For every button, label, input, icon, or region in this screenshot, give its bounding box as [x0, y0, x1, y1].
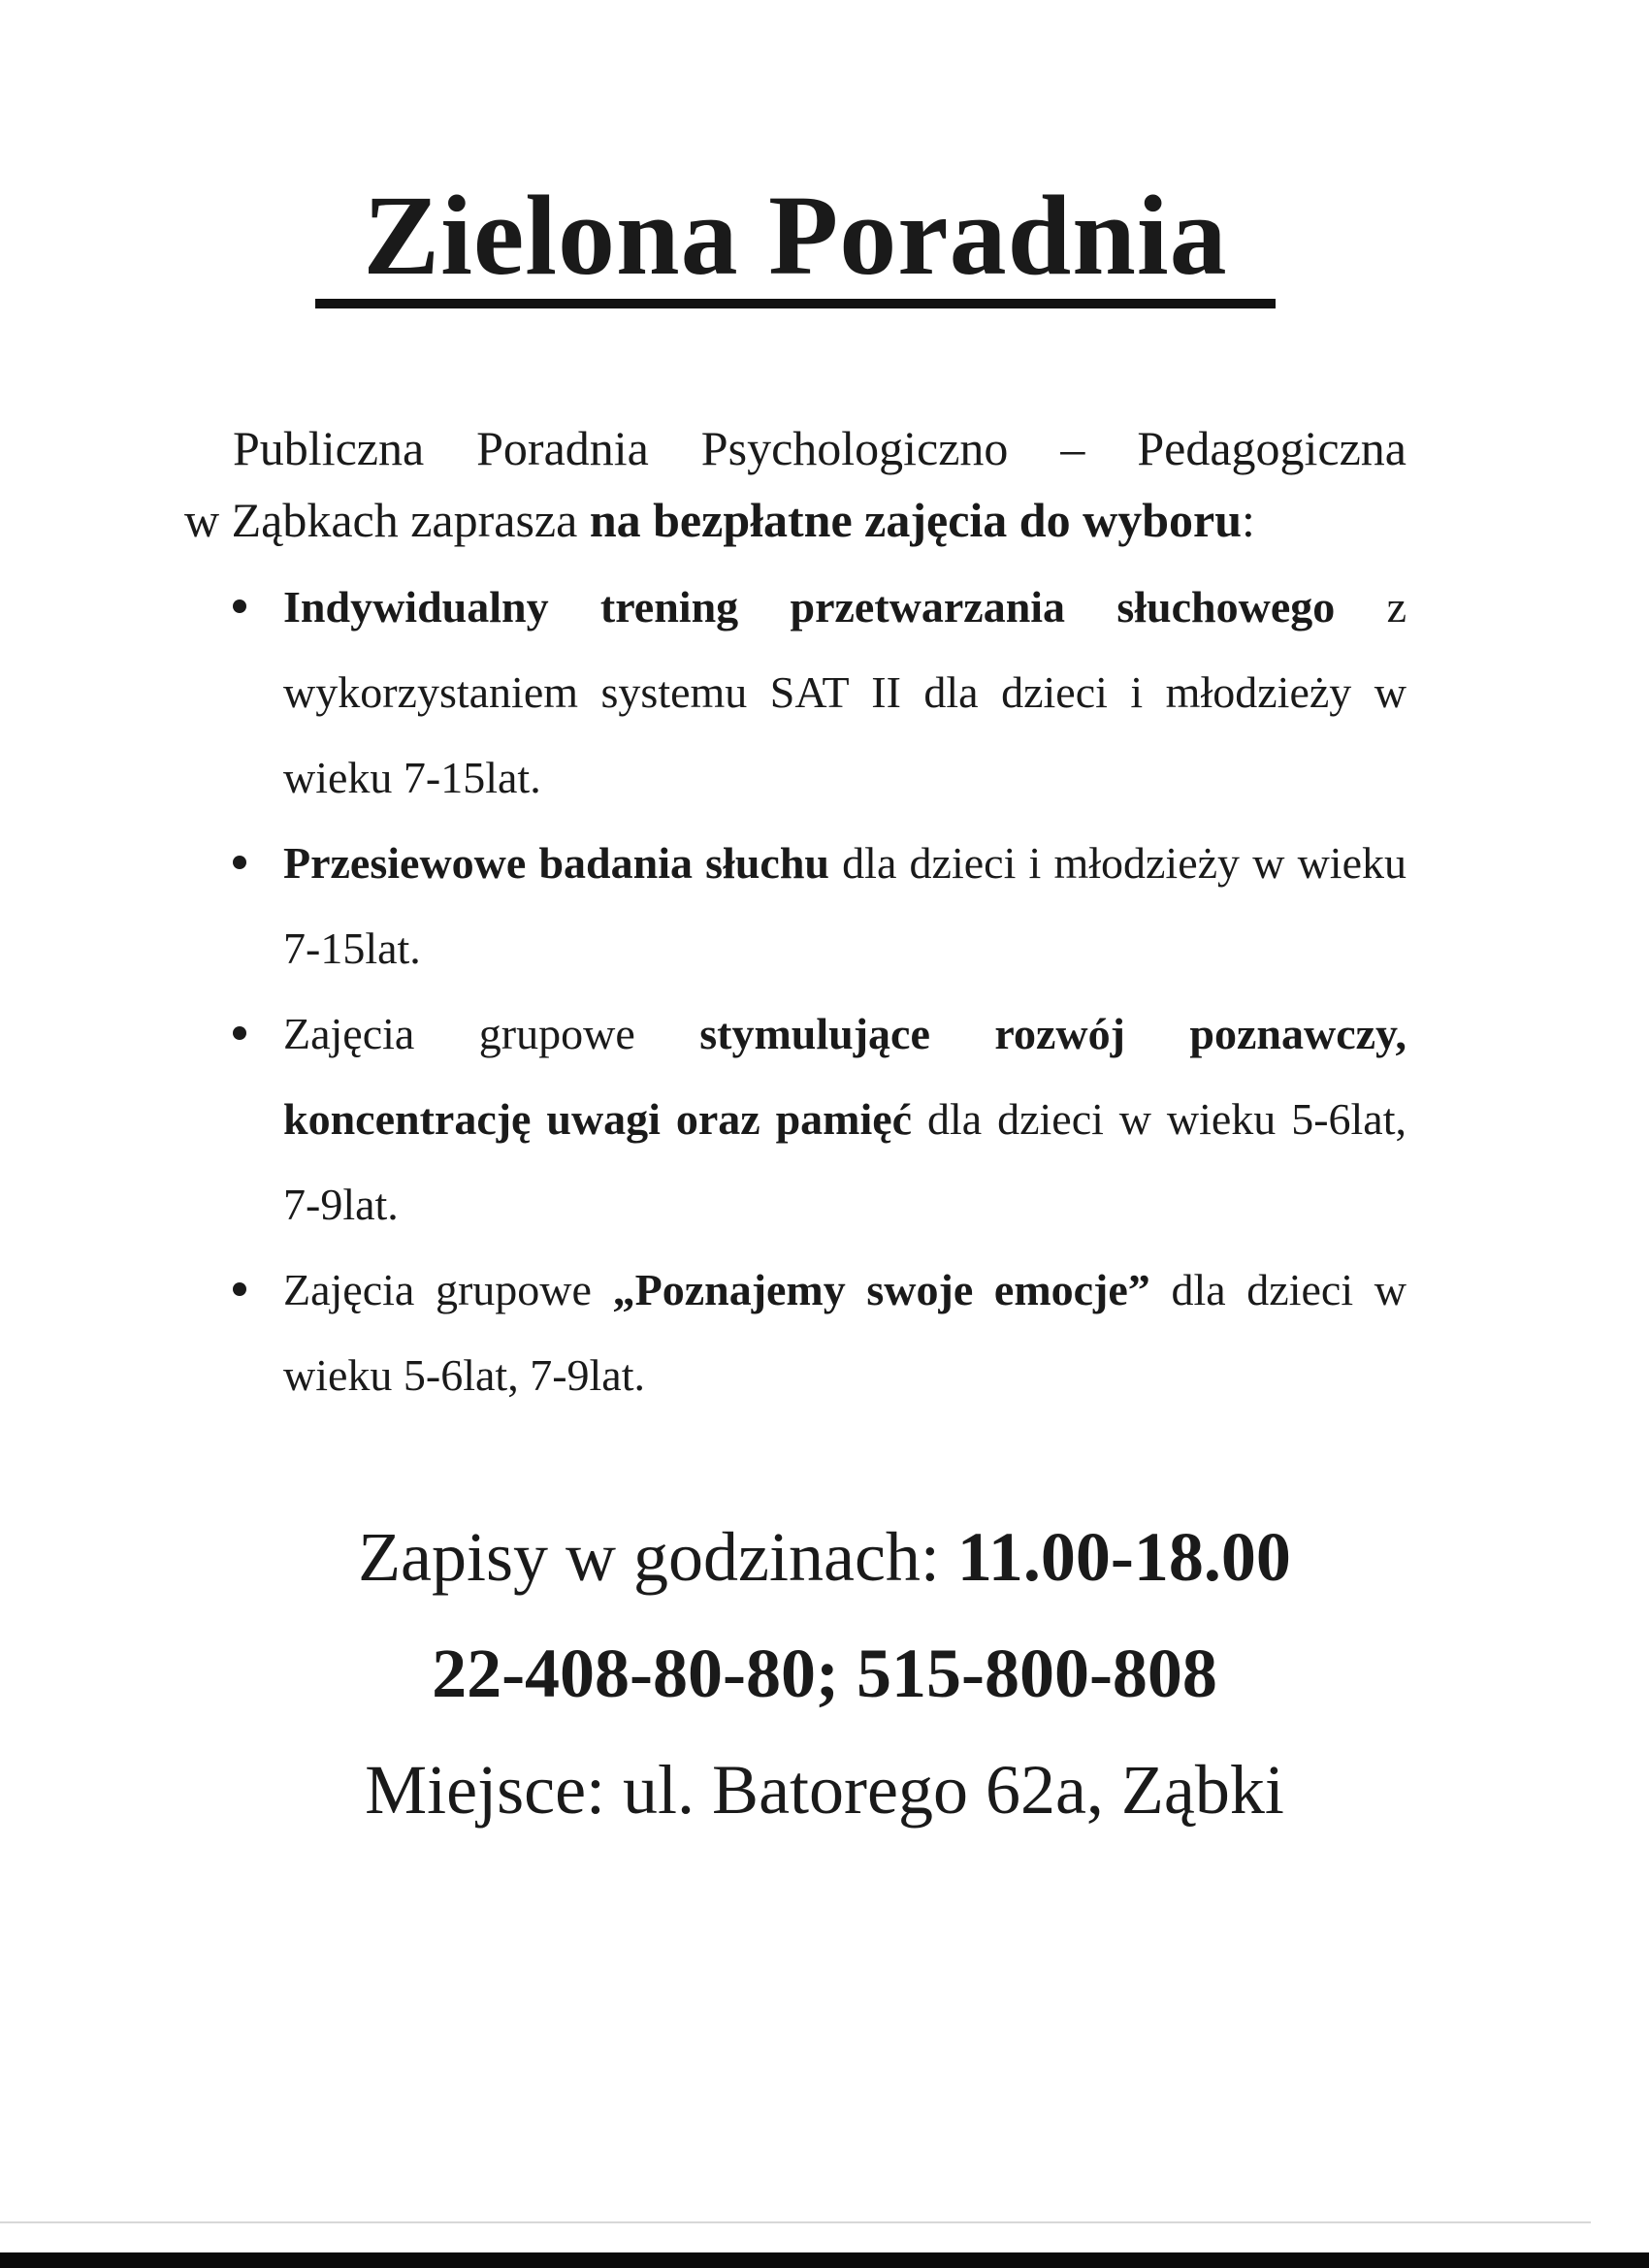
title-underline [315, 299, 1276, 308]
item-text: dla dzieci w wieku 5-6lat, 7-9lat. [283, 1094, 1406, 1229]
item-bold-text: „Poznajemy swoje emocje” [612, 1265, 1150, 1314]
intro-line-2-end: : [1242, 493, 1255, 547]
phone-numbers: 22-408-80-80; 515-800-808 [432, 1635, 1217, 1712]
item-lead-text: Zajęcia grupowe [283, 1265, 613, 1314]
list-item [233, 821, 1406, 991]
item-lead-text: Zajęcia grupowe [283, 1009, 700, 1058]
page-title: Zielona Poradnia [363, 172, 1228, 299]
item-text: z wykorzystaniem systemu SAT II dla dzieci i młodzieży w wieku 7-15lat. [283, 582, 1406, 802]
location-address: Miejsce: ul. Batorego 62a, Ząbki [365, 1751, 1284, 1829]
item-bold-text: Indywidualny trening przetwarzania słuchowego [283, 582, 1336, 632]
signup-hours-value: 11.00-18.00 [956, 1518, 1291, 1596]
scan-bottom-border [0, 2252, 1649, 2268]
list-item [233, 1247, 1406, 1418]
bullet-icon [233, 856, 246, 869]
intro-line-2 [184, 484, 1406, 556]
item-bold-text: stymulujące rozwój poznawczy, koncentrację uwagi oraz pamięć [283, 1009, 1406, 1144]
list-item [233, 565, 1406, 821]
offer-list [233, 565, 1406, 1418]
signup-label: Zapisy w godzinach: [358, 1518, 957, 1596]
bullet-icon [233, 1282, 246, 1296]
scan-edge-line [0, 2221, 1591, 2223]
bullet-icon [233, 599, 246, 613]
intro-paragraph [184, 412, 1406, 556]
item-bold-text: Przesiewowe badania słuchu [283, 838, 830, 888]
intro-line-2-bold: na bezpłatne zajęcia do wyboru [589, 493, 1243, 547]
list-item [233, 991, 1406, 1247]
item-text: dla dzieci w wieku 5-6lat, 7-9lat. [283, 1265, 1406, 1400]
bullet-icon [233, 1026, 246, 1040]
item-text: dla dzieci i młodzieży w wieku 7-15lat. [283, 838, 1406, 973]
signup-hours [0, 1513, 1649, 1601]
intro-line-2-plain: w Ząbkach zaprasza [184, 493, 590, 547]
intro-line-1: Publiczna Poradnia Psychologiczno – Pedagogiczna [233, 421, 1406, 475]
